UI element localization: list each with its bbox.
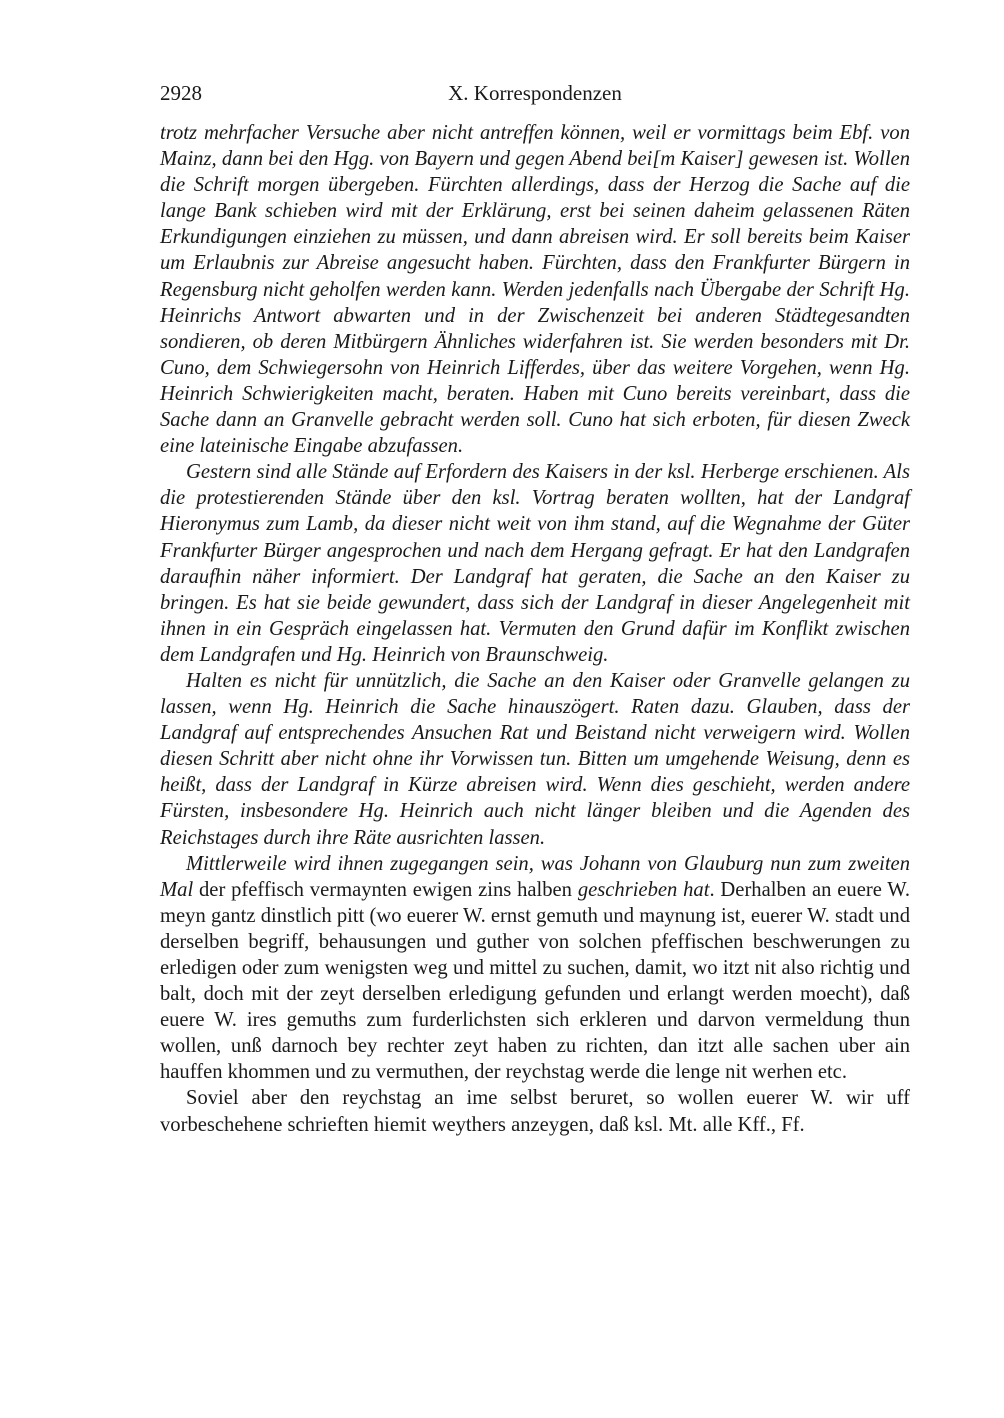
paragraph-4-summary: Mittlerweile wird ihnen zugegangen sein, was Johann von Glauburg nun zum zweiten Mal <box>160 852 910 901</box>
paragraph-1: trotz mehrfacher Versuche aber nicht antreffen können, weil er vormittags beim Ebf. von Mainz, dann bei den Hgg. von Bayern und gegen Abend bei[m Kaiser] gewesen ist. Wollen die Schrift morgen übergeben. Fürchten allerdings, dass der Herzog die Sache auf die lange Bank schieben wird mit der Erklärung, erst bei seinen daheim gelassenen Räten Erkundigungen einziehen zu müssen, und dann abreisen wird. Er soll bereits beim Kaiser um Erlaubnis zur Abreise angesucht haben. Fürchten, dass den Frankfurter Bürgern in Regensburg nicht geholfen werden kann. Werden jedenfalls nach Übergabe der Schrift Hg. Heinrichs Antwort abwarten und in der Zwischenzeit bei anderen Städtegesandten sondieren, ob deren Mitbürgern Ähnliches widerfahren ist. Sie werden besonders mit Dr. Cuno, dem Schwiegersohn von Heinrich Lifferdes, über das weitere Vorgehen, wenn Hg. Heinrich Schwierigkeiten macht, beraten. Haben mit Cuno bereits vereinbart, dass die Sache dann an Granvelle gebracht werden soll. Cuno hat sich erboten, für diesen Zweck eine lateinische Eingabe abzufassen. <box>160 122 910 458</box>
paragraph-2: Gestern sind alle Stände auf Erfordern des Kaisers in der ksl. Herberge erschienen. Als die protestierenden Stände über den ksl. Vortrag beraten wollten, hat der Landgraf Hieronymus zum Lamb, da dieser nicht weit von ihm stand, auf die Wegnahme der Güter Frankfurter Bürger angesprochen und nach dem Hergang gefragt. Er hat den Landgrafen daraufhin näher informiert. Der Landgraf hat geraten, die Sache an den Kaiser zu bringen. Es hat sie beide gewundert, dass sich der Landgraf in dieser Angelegenheit mit ihnen in ein Gespräch eingelassen hat. Vermuten den Grund dafür im Konflikt zwischen dem Landgrafen und Hg. Heinrich von Braunschweig. <box>160 461 910 666</box>
running-title: X. Korrespondenzen <box>448 81 622 105</box>
paragraph-5: Soviel aber den reychstag an ime selbst beruret, so wollen euerer W. wir uff vorbeschehene schrieften hiemit weythers anzeygen, daß ksl. Mt. alle Kff., Ff. <box>160 1087 910 1136</box>
paragraph-4-quote-b: . Derhalben an euere W. meyn gantz dinstlich pitt (wo euerer W. ernst gemuth und maynung ist, euerer W. stadt und derselben begriff, behausungen und guther von solchen pfeffischen beschwerungen zu erledigen oder zum wenigsten weg und mittel zu suchen, damit, wo itzt nit also richtig und balt, doch mit der zeyt derselben erledigung gefunden und erlangt werden moecht), daß euere W. ires gemuths zum furderlichsten sich erkleren und darvon vermeldung thun wollen, unß darnoch bey rechter zeyt haben zu richten, dan itzt alle sachen uber ain hauffen khommen und zu vermuthen, der reychstag werde die lenge nit werhen etc. <box>160 878 910 1084</box>
body-text <box>160 120 910 1138</box>
page-number: 2928 <box>160 81 202 105</box>
document-page <box>160 78 910 1138</box>
paragraph-4-summary-b: geschrieben hat <box>577 878 710 901</box>
paragraph-3: Halten es nicht für unnützlich, die Sache an den Kaiser oder Granvelle gelangen zu lassen, wenn Hg. Heinrich die Sache hinauszögert. Raten dazu. Glauben, dass der Landgraf auf entsprechendes Ansuchen Rat und Beistand nicht verweigern wird. Wollen diesen Schritt aber nicht ohne ihr Vorwissen tun. Bitten um umgehende Weisung, denn es heißt, dass der Landgraf in Kürze abreisen wird. Wenn dies geschieht, werden andere Fürsten, insbesondere Hg. Heinrich auch nicht länger bleiben und die Agenden des Reichstages durch ihre Räte ausrichten lassen. <box>160 669 910 849</box>
paragraph-4-quote-a: der pfeffisch vermaynten ewigen zins halben <box>193 878 578 901</box>
paragraph-4 <box>160 851 910 1086</box>
page-header <box>160 78 910 108</box>
